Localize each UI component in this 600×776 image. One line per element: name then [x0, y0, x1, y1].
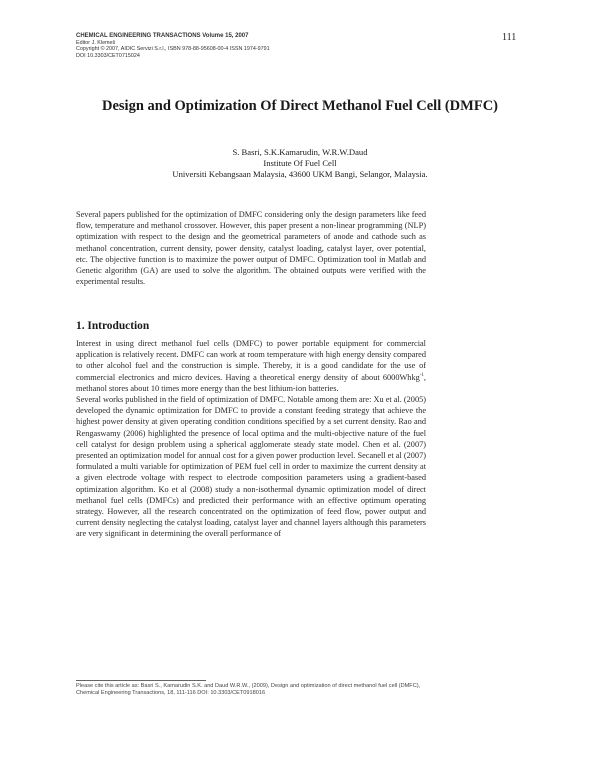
journal-header — [76, 33, 456, 59]
doi-line: DOI 10.3303/CET0715024 — [76, 52, 140, 59]
section-heading: 1. Introduction — [76, 320, 150, 332]
paper-title: Design and Optimization Of Direct Methanol Fuel Cell (DMFC) — [101, 98, 499, 114]
copyright-line: Copyright © 2007, AIDIC Servizi S.r.l., ISBN 978-88-95608-00-4 ISSN 1974-9791 — [76, 46, 270, 53]
paragraph-1 — [76, 338, 426, 394]
author-institute: Institute Of Fuel Cell — [263, 158, 337, 168]
author-affiliation: Universiti Kebangsaan Malaysia, 43600 UKM Bangi, Selangor, Malaysia. — [172, 169, 428, 179]
editor-line: Editor J. Klemeš — [76, 39, 116, 46]
section-body — [76, 338, 426, 540]
journal-line: CHEMICAL ENGINEERING TRANSACTIONS Volume 15, 2007 — [76, 33, 249, 39]
paragraph-1-part-a: Interest in using direct methanol fuel cells (DMFC) to power portable equipment for commercial application is relatively recent. DMFC can work at room temperature with high energy density compared to other alcohol fuel and the construction is simple. Thereby, it is a good candidate for the use of commercial electronics and micro devices. Having a theoretical energy density of about 6000Whkg — [76, 339, 426, 382]
paragraph-2: Several works published in the field of optimization of DMFC. Notable among them are: Xu et al. (2005) developed the dynamic optimization for DMFC to provide a constant feeding strategy that achieve the highest power density at given operating condition conditions specified by a set current density. Rao and Rengaswamy (2006) highlighted the presence of local optima and the multi-objective nature of the fuel cell catalyst for design problem using a spherical agglomerate steady state model. Chen et al. (2007) presented an optimization model for annual cost for a given power production level. Secanell et al (2007) formulated a multi variable for optimization of PEM fuel cell in order to maximize the current density at a given electrode voltage with respect to electrode composition parameters using a gradient-based optimization algorithm. Ko et al (2008) study a non-isothermal dynamic optimization model of direct methanol fuel cells (DMFCs) and predicted their performance with an effective optimum operating strategy. However, all the research concentrated on the optimization of feed flow, power output and current density neglecting the catalyst loading, catalyst layer and channel layers although this parameters are very significant in determining the overall performance of — [76, 395, 427, 539]
author-names: S. Basri, S.K.Kamarudin, W.R.W.Daud — [232, 147, 368, 157]
page-number: 111 — [502, 32, 517, 43]
footer-divider — [76, 680, 206, 681]
paragraph-1-part-b: , methanol stores about 10 times more energy than the best lithium-ion batteries. — [76, 372, 426, 393]
author-block — [130, 147, 470, 180]
superscript: -1 — [419, 372, 424, 378]
abstract: Several papers published for the optimization of DMFC considering only the design parameters like feed flow, temperature and methanol crossover. However, this paper present a non-linear programming (NLP) optimization with respect to the design and the geometrical parameters of anode and cathode such as methanol concentration, current density, power density, catalyst loading, catalyst layer, over potential, etc. The objective function is to maximize the power output of DMFC. Optimization tool in Matlab and Genetic algorithm (GA) are used to solve the algorithm. The obtained outputs were verified with the experimental results. — [76, 210, 426, 287]
footer-citation: Please cite this article as: Basri S., Kamarudin S.K. and Daud W.R.W., (2009), Design and optimization of direct methanol fuel cell (DMFC), Chemical Engineering Transactions, 18, 111-116 DOI: 10.3303/CET0918016 — [76, 683, 421, 696]
